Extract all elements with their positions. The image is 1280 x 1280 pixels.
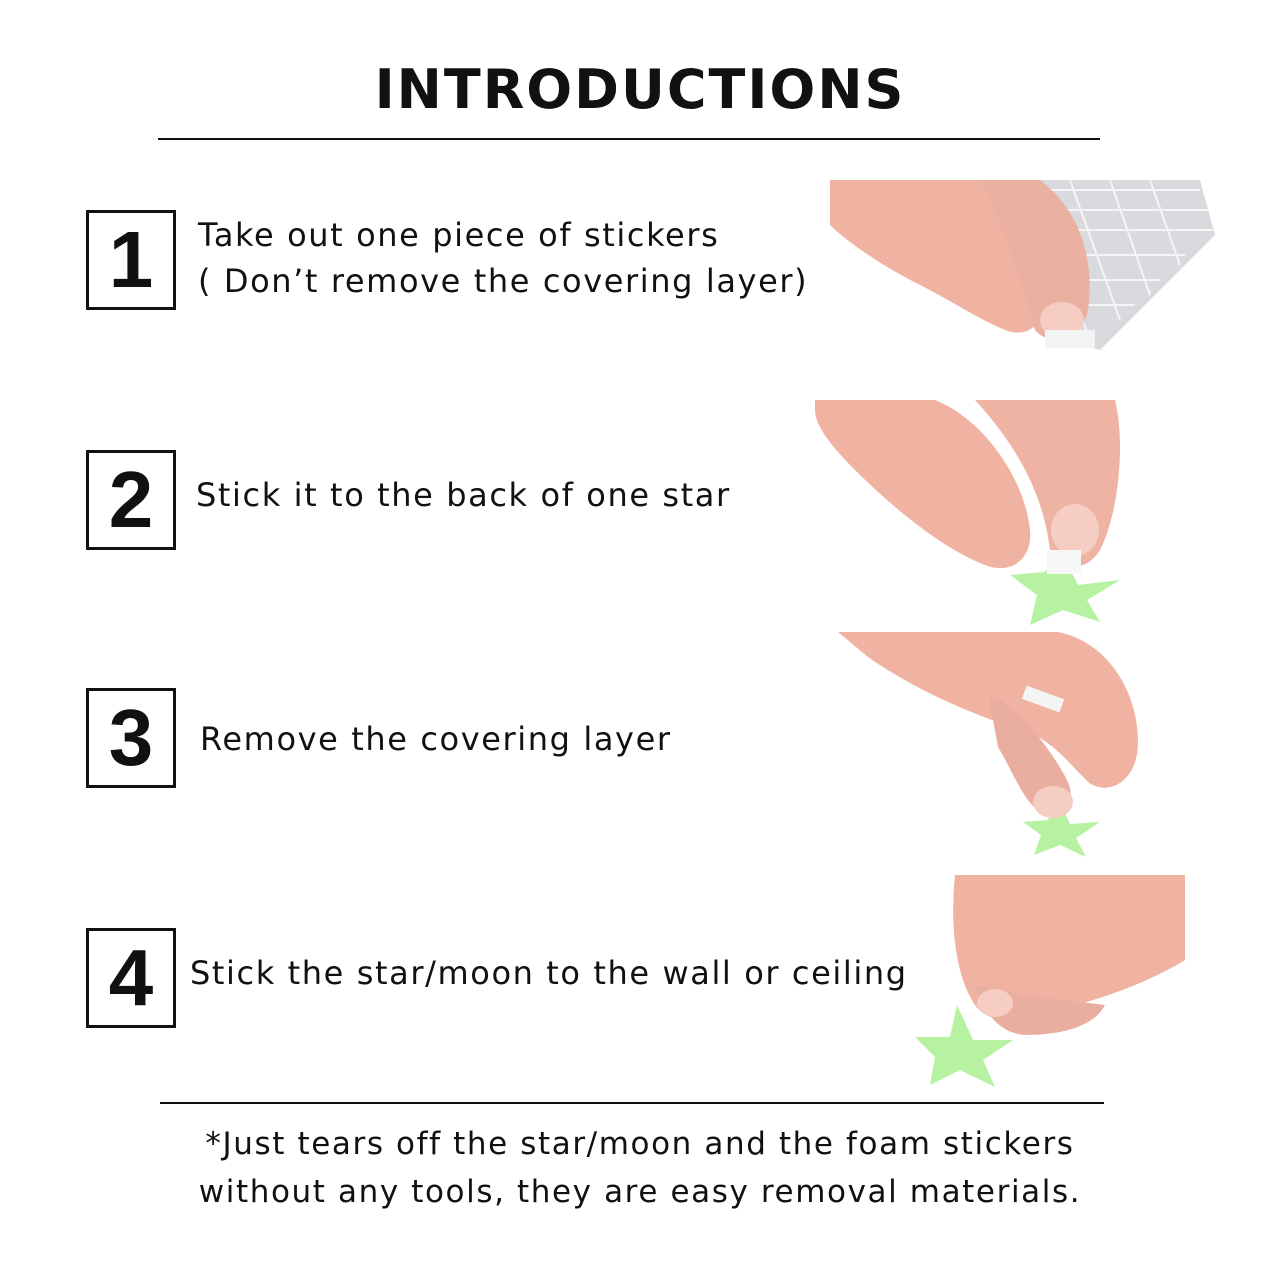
footnote-divider bbox=[160, 1102, 1104, 1104]
step-1-text bbox=[198, 212, 808, 304]
step-2-text bbox=[196, 472, 731, 518]
page-title: INTRODUCTIONS bbox=[374, 58, 906, 121]
footnote-line-2: without any tools, they are easy removal materials. bbox=[198, 1174, 1082, 1210]
step-3-text bbox=[200, 716, 672, 762]
step-4-line-1: Stick the star/moon to the wall or ceiling bbox=[190, 954, 908, 992]
step-2-photo-hand-star bbox=[815, 400, 1140, 625]
step-3-number-box: 3 bbox=[86, 688, 176, 788]
step-1-line-1: Take out one piece of stickers bbox=[198, 216, 720, 254]
title-divider bbox=[158, 138, 1100, 140]
step-1-photo-hand-sticker-sheet bbox=[830, 180, 1215, 355]
step-3-photo-hand-peel-layer bbox=[838, 632, 1143, 857]
step-1-number-box: 1 bbox=[86, 210, 176, 310]
footnote-line-1: *Just tears off the star/moon and the foam stickers bbox=[205, 1126, 1075, 1162]
step-4-photo-hand-stick-star bbox=[915, 875, 1185, 1090]
step-2-line-1: Stick it to the back of one star bbox=[196, 476, 731, 514]
step-1-line-2: ( Don’t remove the covering layer) bbox=[198, 262, 809, 300]
step-3-line-1: Remove the covering layer bbox=[200, 720, 672, 758]
step-2-number-box: 2 bbox=[86, 450, 176, 550]
step-4-number-box: 4 bbox=[86, 928, 176, 1028]
footnote bbox=[150, 1120, 1130, 1216]
step-4-text bbox=[190, 950, 908, 996]
